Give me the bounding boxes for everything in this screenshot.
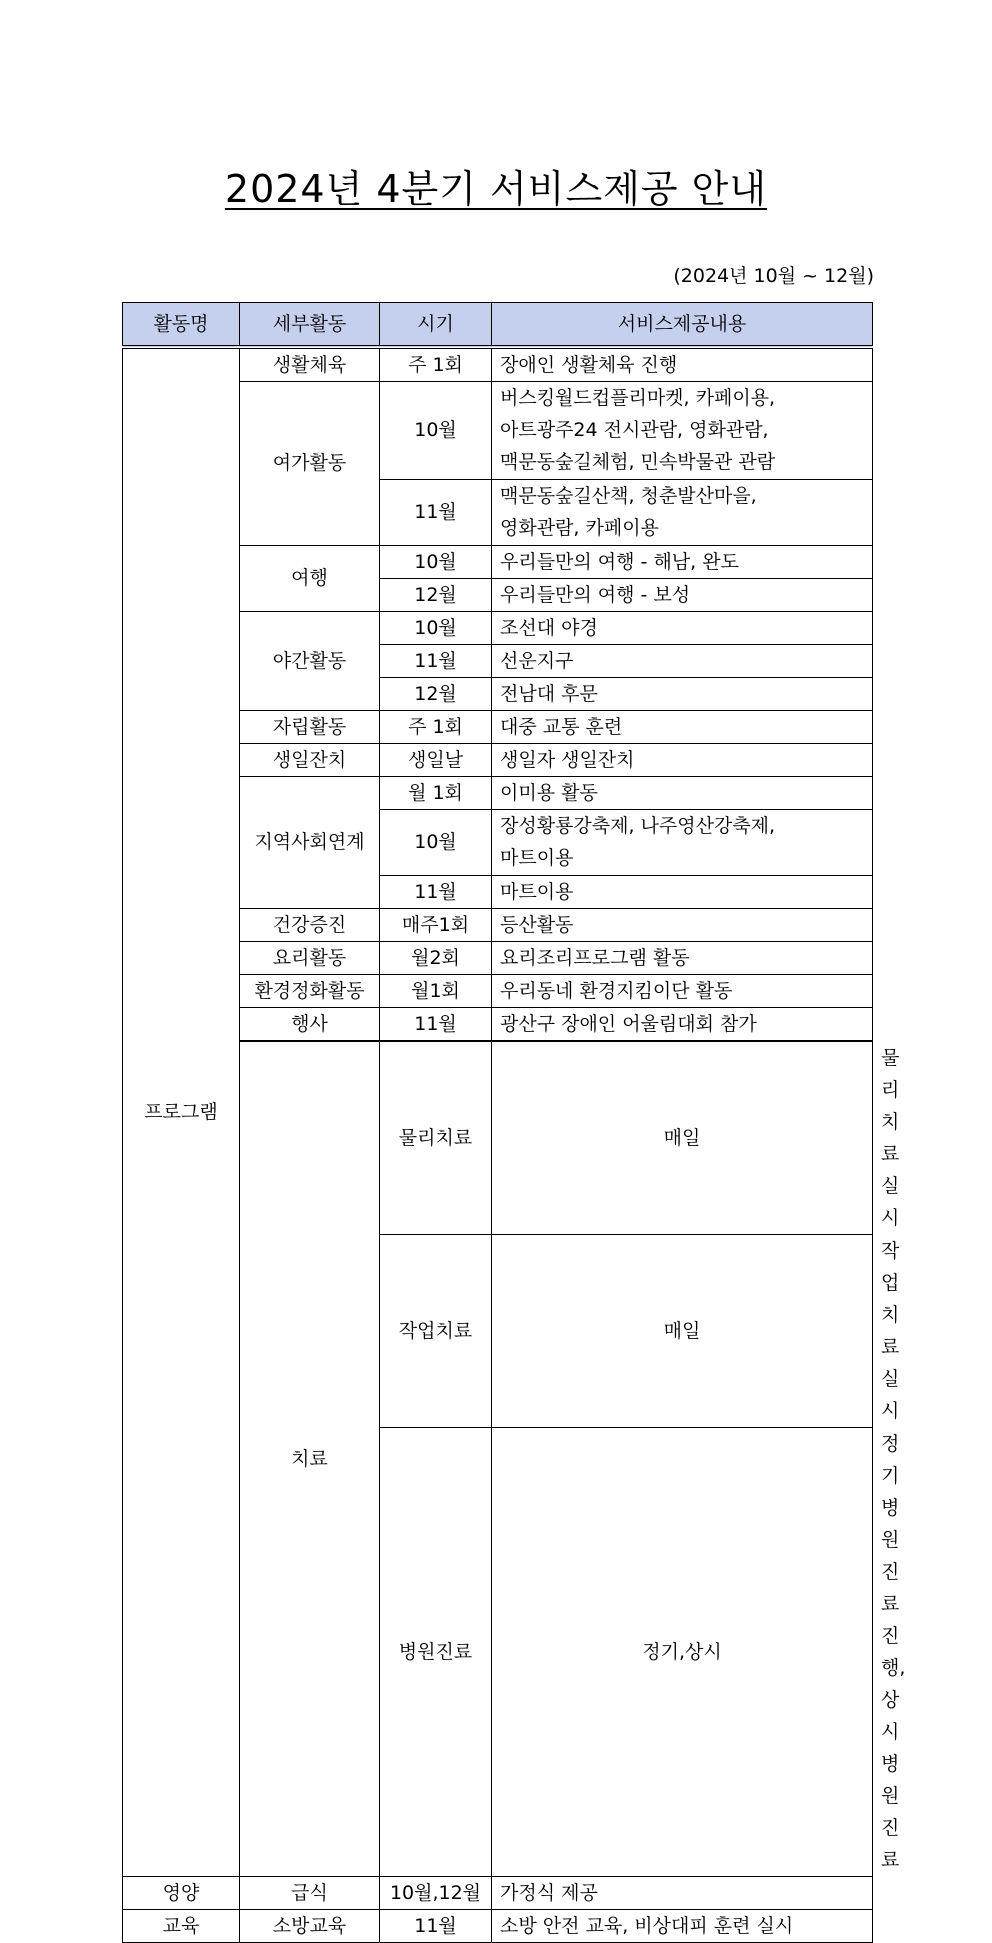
content-line: 아트광주24 전시관람, 영화관람, (500, 419, 769, 441)
content-line: 맥문동숲길체험, 민속박물관 관람 (500, 451, 776, 473)
period-cell: 11월 (380, 479, 492, 545)
sub-activity: 여가활동 (240, 381, 380, 545)
period-cell: 주 1회 (380, 347, 492, 382)
table-row (123, 1909, 873, 1942)
period-cell: 11월 (380, 644, 492, 677)
header-row (123, 303, 873, 347)
content-line: 맥문동숲길산책, 청춘발산마을, (500, 485, 757, 507)
period-cell: 매일 (492, 1234, 873, 1427)
page-title: 2024년 4분기 서비스제공 안내 (224, 167, 768, 211)
sub-activity: 생일잔치 (240, 743, 380, 776)
content-cell: 이미용 활동 (492, 776, 873, 809)
period-cell: 월1회 (380, 974, 492, 1007)
service-table (122, 302, 906, 1943)
sub-activity: 작업치료 (380, 1234, 492, 1427)
period-cell: 12월 (380, 578, 492, 611)
sub-activity: 물리치료 (380, 1041, 492, 1235)
category-therapy: 치료 (240, 1041, 380, 1877)
period-cell: 주 1회 (380, 710, 492, 743)
period-cell: 생일날 (380, 743, 492, 776)
header-sub-activity: 세부활동 (240, 303, 380, 347)
sub-activity: 소방교육 (240, 1909, 380, 1942)
table-row (123, 1876, 873, 1909)
period-cell: 10월 (380, 611, 492, 644)
content-cell: 우리들만의 여행 - 해남, 완도 (492, 545, 873, 578)
content-cell: 요리조리프로그램 활동 (492, 941, 873, 974)
content-cell: 선운지구 (492, 644, 873, 677)
content-cell (492, 381, 873, 479)
period-cell: 10월,12월 (380, 1876, 492, 1909)
period-cell: 월2회 (380, 941, 492, 974)
sub-activity: 야간활동 (240, 611, 380, 710)
header-content: 서비스제공내용 (492, 303, 873, 347)
sub-activity: 자립활동 (240, 710, 380, 743)
sub-activity: 행사 (240, 1007, 380, 1041)
header-activity: 활동명 (123, 303, 240, 347)
content-cell: 우리들만의 여행 - 보성 (492, 578, 873, 611)
content-cell: 가정식 제공 (492, 1876, 873, 1909)
sub-activity: 여행 (240, 545, 380, 611)
period-cell: 10월 (380, 381, 492, 479)
content-line: 마트이용 (500, 847, 574, 869)
sub-activity: 건강증진 (240, 908, 380, 941)
table-row: 병원진료 정기,상시 정기 병원 진료 진행, 상시 병원 진료 (123, 1427, 873, 1876)
period-cell: 12월 (380, 677, 492, 710)
sub-activity: 급식 (240, 1876, 380, 1909)
content-line: 영화관람, 카페이용 (500, 517, 659, 539)
category-education: 교육 (123, 1909, 240, 1942)
content-line: 버스킹월드컵플리마켓, 카페이용, (500, 387, 776, 409)
content-cell (492, 479, 873, 545)
table-row (123, 347, 873, 382)
header-period: 시기 (380, 303, 492, 347)
content-cell: 우리동네 환경지킴이단 활동 (492, 974, 873, 1007)
table-row: 작업치료 매일 작업치료 실시 (123, 1234, 873, 1427)
period-cell: 10월 (380, 809, 492, 875)
content-cell (492, 809, 873, 875)
period-cell: 월 1회 (380, 776, 492, 809)
table-row: 치료 물리치료 매일 물리치료 실시 (123, 1041, 873, 1235)
period-cell: 정기,상시 (492, 1427, 873, 1876)
content-cell: 광산구 장애인 어울림대회 참가 (492, 1007, 873, 1041)
content-cell: 등산활동 (492, 908, 873, 941)
period-label: (2024년 10월 ~ 12월) (673, 265, 874, 287)
sub-activity: 생활체육 (240, 347, 380, 382)
sub-activity: 요리활동 (240, 941, 380, 974)
period-cell: 매일 (492, 1041, 873, 1235)
period-cell: 11월 (380, 1909, 492, 1942)
content-cell: 생일자 생일잔치 (492, 743, 873, 776)
period-cell: 10월 (380, 545, 492, 578)
period-cell: 11월 (380, 1007, 492, 1041)
content-cell: 대중 교통 훈련 (492, 710, 873, 743)
sub-activity: 병원진료 (380, 1427, 492, 1876)
content-cell: 조선대 야경 (492, 611, 873, 644)
content-cell: 마트이용 (492, 875, 873, 908)
sub-activity: 환경정화활동 (240, 974, 380, 1007)
period-cell: 매주1회 (380, 908, 492, 941)
content-cell: 장애인 생활체육 진행 (492, 347, 873, 382)
content-cell: 소방 안전 교육, 비상대피 훈련 실시 (492, 1909, 873, 1942)
period-cell: 11월 (380, 875, 492, 908)
category-nutrition: 영양 (123, 1876, 240, 1909)
sub-activity: 지역사회연계 (240, 776, 380, 908)
content-cell: 전남대 후문 (492, 677, 873, 710)
category-program: 프로그램 (123, 347, 240, 1877)
content-line: 장성황룡강축제, 나주영산강축제, (500, 815, 776, 837)
